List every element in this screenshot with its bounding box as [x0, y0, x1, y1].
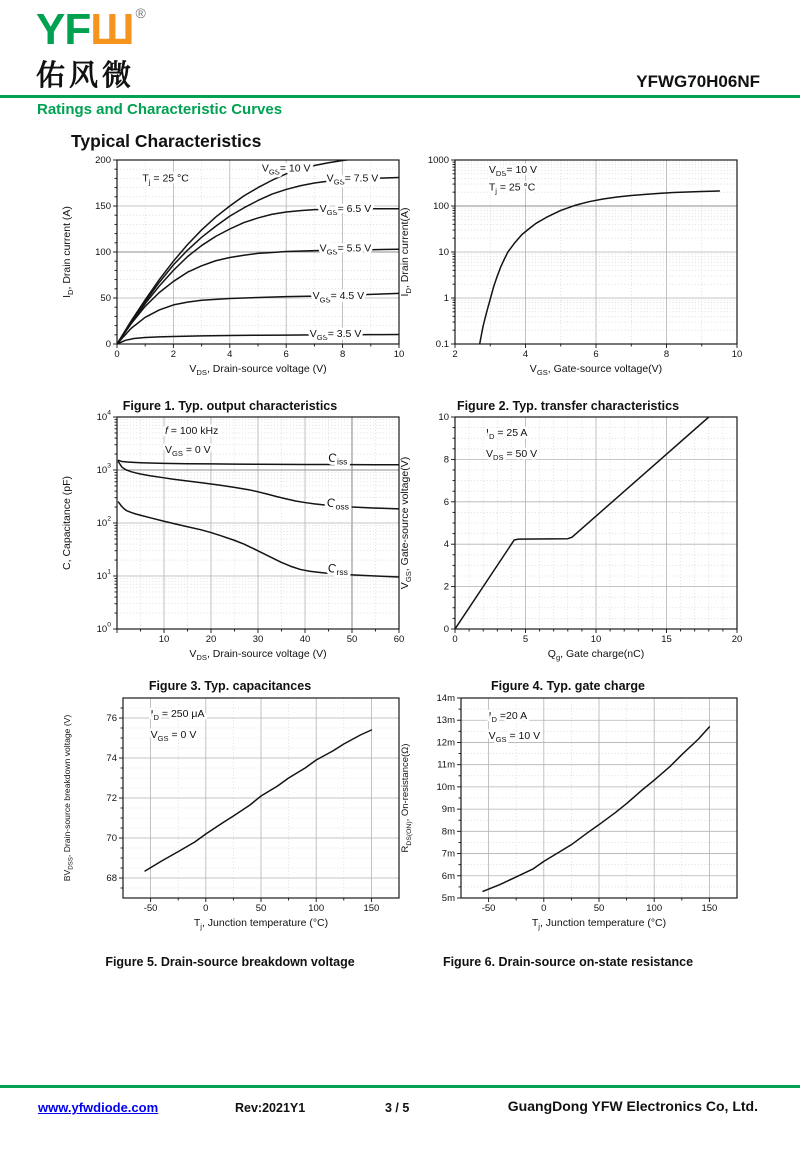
svg-text:11m: 11m: [437, 759, 455, 771]
revision-label: Rev:2021Y1: [235, 1101, 306, 1115]
figure-1-plot: [55, 148, 405, 393]
svg-text:8m: 8m: [441, 825, 455, 837]
svg-text:50: 50: [346, 634, 358, 645]
svg-text:150: 150: [363, 903, 380, 914]
figure-6-plot: [393, 688, 743, 943]
svg-text:Qg, Gate charge(nC): $Q_g$, Gate charge(nC): [547, 648, 645, 663]
logo-chinese-text: 佑风微: [36, 60, 136, 92]
logo-wordmark: [36, 6, 146, 52]
svg-text:VGS= 5.5 V: $V_{GS}= 5.5$ V: [319, 242, 372, 256]
svg-text:VDS = 50 V: $V_{DS} = 50$ V: [486, 448, 538, 462]
svg-text:8: 8: [663, 349, 670, 360]
svg-text:15: 15: [661, 634, 672, 645]
svg-text:20: 20: [731, 634, 743, 645]
svg-text:6: 6: [443, 496, 449, 508]
svg-text:Coss: $C_{oss}$: [326, 496, 349, 512]
company-name: GuangDong YFW Electronics Co, Ltd.: [507, 1098, 758, 1114]
svg-text:ID, Drain current (A): $I_D$, Drain current (A): [61, 206, 76, 298]
svg-text:Tj = 25 °C: $T_j = 25$ °C: [488, 181, 536, 196]
svg-text:100: 100: [646, 903, 663, 914]
section-title: Ratings and Characteristic Curves: [37, 101, 283, 118]
svg-text:100: 100: [308, 903, 325, 914]
svg-text:13m: 13m: [436, 714, 455, 726]
logo-text-yf: YF: [36, 5, 91, 54]
footer-divider: [0, 1085, 800, 1088]
svg-text:10: 10: [158, 634, 170, 645]
logo-text-w: Ш: [90, 5, 134, 54]
svg-text:f = 100 kHz: f = 100 kHz: [164, 424, 219, 437]
figure-5: [55, 688, 405, 969]
header-divider: [0, 95, 800, 98]
part-number: YFWG70H06NF: [636, 72, 760, 91]
svg-text:12m: 12m: [436, 736, 455, 748]
figure-2-plot: [393, 148, 743, 393]
svg-text:0: 0: [541, 903, 547, 914]
svg-text:RDS(ON), On-resistance(Ω): $R_{DS(ON)}$, On-resistance(Ω): [400, 743, 413, 853]
figure-6: [393, 688, 743, 969]
svg-text:30: 30: [252, 634, 264, 645]
yfw-logo: [36, 6, 146, 94]
svg-text:40: 40: [299, 634, 311, 645]
svg-text:20: 20: [205, 634, 217, 645]
svg-text:VGS= 7.5 V: $V_{GS}= 7.5$ V: [326, 172, 379, 186]
figure-6-caption: Figure 6. Drain-source on-state resistance: [442, 955, 694, 969]
svg-text:C, Capacitance (pF): C, Capacitance (pF): [61, 476, 73, 570]
svg-text:9m: 9m: [441, 803, 455, 815]
svg-text:0.1: 0.1: [435, 338, 449, 350]
svg-text:70: 70: [106, 832, 117, 844]
svg-text:60: 60: [393, 634, 405, 645]
figure-3-plot: [55, 409, 405, 671]
svg-text:BVDSS, Drain-source breakdown: $BV_{DSS}$, Drain-source breakdown voltage (V): [62, 714, 75, 882]
svg-text:4: 4: [522, 349, 529, 360]
svg-text:7m: 7m: [441, 848, 455, 860]
svg-text:150: 150: [95, 200, 111, 212]
svg-text:10: 10: [438, 411, 449, 423]
svg-text:72: 72: [106, 792, 117, 804]
svg-text:101: $10^1$: [96, 568, 111, 582]
svg-text:VGS, Gate-source voltage(V): $V_{GS}$, Gate-source voltage(V): [529, 363, 663, 378]
svg-text:1000: 1000: [427, 154, 449, 166]
svg-text:VGS= 10 V: $V_{GS}= 10$ V: [261, 162, 311, 176]
svg-text:Ciss: $C_{iss}$: [328, 451, 348, 467]
svg-text:0: 0: [203, 903, 209, 914]
svg-text:6: 6: [593, 349, 599, 360]
figure-1-caption: Figure 1. Typ. output characteristics: [122, 399, 338, 413]
svg-text:ID = 250 μA: $I_D = 250$ μA: [150, 708, 205, 722]
svg-text:-50: -50: [143, 903, 158, 914]
figure-1: [55, 148, 405, 413]
svg-text:VGS = 0 V: $V_{GS} = 0$ V: [164, 443, 211, 458]
svg-text:8: 8: [443, 453, 449, 465]
svg-text:VGS= 3.5 V: $V_{GS}= 3.5$ V: [309, 327, 362, 342]
svg-text:50: 50: [255, 903, 267, 914]
svg-text:50: 50: [593, 903, 605, 914]
svg-text:10: 10: [393, 349, 405, 360]
svg-text:4: 4: [443, 538, 449, 550]
svg-text:ID =20 A: $I_D =20$ A: [488, 710, 528, 724]
figure-4-caption: Figure 4. Typ. gate charge: [491, 679, 645, 693]
svg-text:2: 2: [170, 349, 177, 360]
svg-text:VDS, Drain-source voltage (V): $V_{DS}$, Drain-source voltage (V): [189, 363, 327, 378]
svg-text:VDS= 10 V: $V_{DS}= 10$ V: [488, 164, 538, 178]
website-link[interactable]: www.yfwdiode.com: [38, 1100, 159, 1115]
svg-text:150: 150: [701, 903, 718, 914]
svg-text:Tj, Junction temperature (°C): $T_j$, Junction temperature (°C): [193, 917, 329, 932]
svg-text:14m: 14m: [436, 692, 455, 704]
svg-text:2: 2: [443, 581, 449, 593]
figure-2: [393, 148, 743, 413]
svg-text:0: 0: [114, 349, 120, 360]
svg-text:VGS, Gate-source voltage(V): $V_{GS}$, Gate-source voltage(V): [399, 456, 414, 590]
page-heading: Typical Characteristics: [71, 131, 262, 151]
svg-text:Crss: $C_{rss}$: [327, 561, 348, 577]
svg-text:5m: 5m: [441, 892, 455, 904]
svg-text:0: 0: [452, 634, 458, 645]
svg-text:VDS, Drain-source voltage (V): $V_{DS}$, Drain-source voltage (V): [189, 648, 327, 663]
svg-text:0: 0: [105, 338, 111, 350]
page-number: 3 / 5: [385, 1101, 410, 1115]
svg-text:-50: -50: [481, 903, 496, 914]
svg-text:200: 200: [95, 154, 111, 166]
svg-text:VGS = 0 V: $V_{GS} = 0$ V: [150, 729, 197, 743]
svg-text:VGS= 6.5 V: $V_{GS}= 6.5$ V: [319, 202, 372, 217]
svg-text:8: 8: [339, 349, 346, 360]
svg-text:10m: 10m: [436, 781, 455, 793]
svg-text:Tj, Junction temperature (°C): $T_j$, Junction temperature (°C): [531, 917, 667, 932]
svg-text:10: 10: [590, 634, 602, 645]
svg-text:ID = 25 A: $I_D = 25$ A: [486, 426, 528, 441]
svg-text:1: 1: [443, 292, 449, 304]
svg-text:102: $10^2$: [96, 515, 111, 529]
svg-text:5: 5: [522, 634, 529, 645]
svg-text:2: 2: [452, 349, 458, 360]
svg-text:Tj = 25 °C: $T_j = 25$ °C: [142, 172, 189, 186]
svg-text:104: $10^4$: [96, 409, 111, 423]
svg-text:VGS = 10 V: $V_{GS} = 10$ V: [488, 730, 541, 744]
svg-text:100: 100: [433, 200, 449, 212]
figure-4-plot: [393, 409, 743, 671]
svg-text:VGS= 4.5 V: $V_{GS}= 4.5$ V: [312, 290, 365, 304]
registered-trademark-icon: ®: [135, 5, 146, 21]
figure-2-caption: Figure 2. Typ. transfer characteristics: [456, 399, 680, 413]
svg-text:10: 10: [731, 349, 743, 360]
svg-text:100: $10^0$: [96, 621, 111, 635]
figure-5-plot: [55, 688, 405, 943]
svg-text:76: 76: [106, 712, 117, 724]
figure-3-caption: Figure 3. Typ. capacitances: [148, 679, 312, 693]
svg-text:10: 10: [438, 246, 449, 258]
figure-4: [393, 409, 743, 693]
svg-text:74: 74: [106, 752, 117, 764]
figure-3: [55, 409, 405, 693]
svg-text:4: 4: [227, 349, 233, 360]
figure-5-caption: Figure 5. Drain-source breakdown voltage: [105, 955, 355, 969]
svg-text:50: 50: [100, 292, 111, 304]
svg-text:68: 68: [106, 872, 117, 884]
svg-text:6m: 6m: [441, 870, 455, 882]
svg-text:103: $10^3$: [96, 462, 111, 476]
svg-text:6: 6: [283, 349, 289, 360]
svg-text:100: 100: [95, 246, 111, 258]
svg-text:0: 0: [443, 623, 449, 635]
svg-text:ID, Drain current(A): $I_D$, Drain current(A): [399, 207, 414, 297]
